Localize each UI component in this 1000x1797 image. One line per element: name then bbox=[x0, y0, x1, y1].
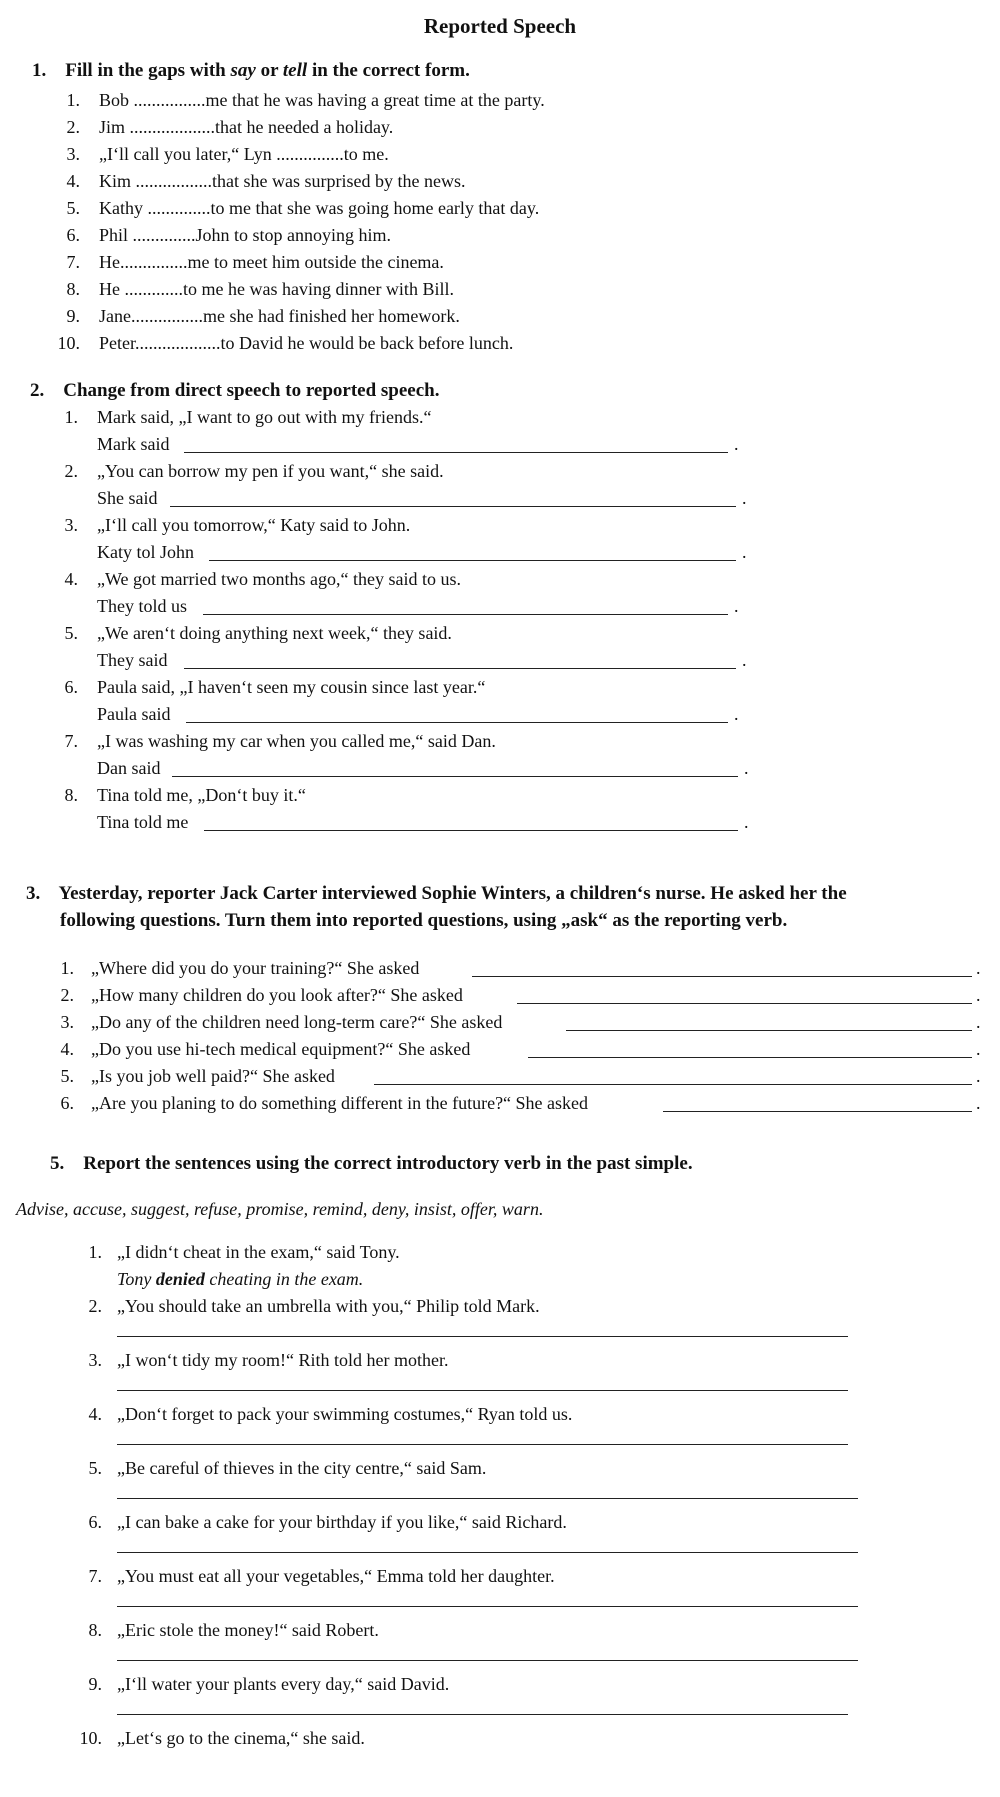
item-number: 8. bbox=[66, 279, 80, 299]
question-text: „Is you job well paid?“ She asked bbox=[91, 1066, 335, 1086]
section-number: 2. bbox=[30, 380, 45, 401]
answer-line[interactable] bbox=[186, 722, 728, 723]
item-number: 3. bbox=[88, 1350, 102, 1370]
answer-prompt: They told us bbox=[97, 596, 187, 616]
answer-line[interactable] bbox=[184, 452, 728, 453]
answer-line[interactable] bbox=[184, 668, 736, 669]
heading-text-end: in the correct form. bbox=[307, 60, 470, 81]
section-2-heading bbox=[30, 380, 440, 402]
answer-period: . bbox=[742, 650, 747, 670]
answer-line[interactable] bbox=[117, 1552, 858, 1553]
answer-prompt: Tina told me bbox=[97, 812, 189, 832]
worksheet-title: Reported Speech bbox=[423, 14, 577, 38]
answer-period: . bbox=[976, 958, 981, 978]
answer-period: . bbox=[734, 596, 739, 616]
sentence-text: „I‘ll water your plants every day,“ said David. bbox=[117, 1674, 450, 1694]
direct-speech-sentence: „We got married two months ago,“ they said to us. bbox=[97, 569, 461, 589]
answer-period: . bbox=[734, 434, 739, 454]
answer-line[interactable] bbox=[170, 506, 736, 507]
sentence-text: „You should take an umbrella with you,“ Philip told Mark. bbox=[117, 1296, 540, 1316]
answer-line[interactable] bbox=[117, 1714, 848, 1715]
verb-list: Advise, accuse, suggest, refuse, promise, remind, deny, insist, offer, warn. bbox=[16, 1199, 544, 1219]
answer-line[interactable] bbox=[172, 776, 738, 777]
answer-prompt: Mark said bbox=[97, 434, 170, 454]
item-number: 2. bbox=[66, 117, 80, 137]
item-number: 3. bbox=[60, 1012, 74, 1032]
item-number: 4. bbox=[66, 171, 80, 191]
answer-prompt: Paula said bbox=[97, 704, 171, 724]
heading-text: Change from direct speech to reported speech. bbox=[63, 380, 440, 401]
sentence-text: „Don‘t forget to pack your swimming costumes,“ Ryan told us. bbox=[117, 1404, 573, 1424]
item-number: 1. bbox=[88, 1242, 102, 1262]
heading-text: Fill in the gaps with bbox=[65, 60, 231, 81]
item-number: 9. bbox=[66, 306, 80, 326]
sentence-text: „I didn‘t cheat in the exam,“ said Tony. bbox=[117, 1242, 400, 1262]
gap-fill-item[interactable]: Jane................me she had finished her homework. bbox=[99, 306, 460, 326]
gap-fill-item[interactable]: He...............me to meet him outside the cinema. bbox=[99, 252, 444, 272]
item-number: 4. bbox=[64, 569, 78, 589]
item-number: 6. bbox=[66, 225, 80, 245]
item-number: 5. bbox=[66, 198, 80, 218]
answer-line[interactable] bbox=[209, 560, 736, 561]
example-text: Tony bbox=[117, 1269, 156, 1289]
answer-period: . bbox=[976, 1039, 981, 1059]
item-number: 2. bbox=[88, 1296, 102, 1316]
item-number: 5. bbox=[88, 1458, 102, 1478]
example-verb: denied bbox=[155, 1269, 205, 1289]
sentence-text: „Be careful of thieves in the city centre,“ said Sam. bbox=[117, 1458, 487, 1478]
item-number: 1. bbox=[64, 407, 78, 427]
item-number: 3. bbox=[64, 515, 78, 535]
answer-period: . bbox=[742, 542, 747, 562]
item-number: 4. bbox=[88, 1404, 102, 1424]
answer-line[interactable] bbox=[472, 976, 972, 977]
sentence-text: „Eric stole the money!“ said Robert. bbox=[117, 1620, 379, 1640]
item-number: 7. bbox=[88, 1566, 102, 1586]
answer-prompt: She said bbox=[97, 488, 158, 508]
question-text: „Do any of the children need long-term care?“ She asked bbox=[91, 1012, 503, 1032]
answer-period: . bbox=[734, 704, 739, 724]
section-1-heading bbox=[32, 60, 470, 82]
direct-speech-sentence: „You can borrow my pen if you want,“ she said. bbox=[97, 461, 444, 481]
item-number: 6. bbox=[88, 1512, 102, 1532]
answer-line[interactable] bbox=[204, 830, 738, 831]
question-text: „Are you planing to do something different in the future?“ She asked bbox=[91, 1093, 589, 1113]
direct-speech-sentence: Tina told me, „Don‘t buy it.“ bbox=[97, 785, 306, 805]
heading-text-or: or bbox=[255, 60, 283, 81]
item-number: 2. bbox=[64, 461, 78, 481]
sentence-text: „I won‘t tidy my room!“ Rith told her mother. bbox=[117, 1350, 449, 1370]
item-number: 2. bbox=[60, 985, 74, 1005]
answer-line[interactable] bbox=[663, 1111, 972, 1112]
item-number: 5. bbox=[60, 1066, 74, 1086]
direct-speech-sentence: „We aren‘t doing anything next week,“ they said. bbox=[97, 623, 452, 643]
answer-period: . bbox=[976, 985, 981, 1005]
question-text: „How many children do you look after?“ She asked bbox=[91, 985, 463, 1005]
answer-line[interactable] bbox=[203, 614, 728, 615]
item-number: 3. bbox=[66, 144, 80, 164]
direct-speech-sentence: Paula said, „I haven‘t seen my cousin since last year.“ bbox=[97, 677, 486, 697]
section-3-heading-line-2: following questions. Turn them into reported questions, using „ask“ as the reporting verb. bbox=[60, 910, 788, 931]
section-5-heading bbox=[50, 1153, 693, 1175]
item-number: 5. bbox=[64, 623, 78, 643]
item-number: 6. bbox=[60, 1093, 74, 1113]
item-number: 10. bbox=[57, 333, 80, 353]
gap-fill-item[interactable]: Jim ...................that he needed a holiday. bbox=[99, 117, 394, 137]
answer-period: . bbox=[976, 1093, 981, 1113]
section-number: 3. bbox=[26, 883, 41, 904]
answer-line[interactable] bbox=[374, 1084, 972, 1085]
sentence-text: „I can bake a cake for your birthday if you like,“ said Richard. bbox=[117, 1512, 567, 1532]
gap-fill-item[interactable]: Bob ................me that he was having a great time at the party. bbox=[99, 90, 545, 110]
direct-speech-sentence: Mark said, „I want to go out with my friends.“ bbox=[97, 407, 432, 427]
answer-prompt: They said bbox=[97, 650, 168, 670]
answer-period: . bbox=[976, 1066, 981, 1086]
gap-fill-item[interactable]: „I‘ll call you later,“ Lyn ...............to me. bbox=[99, 144, 389, 164]
heading-word-say: say bbox=[230, 60, 256, 81]
answer-line[interactable] bbox=[117, 1336, 848, 1337]
answer-line[interactable] bbox=[117, 1444, 848, 1445]
item-number: 6. bbox=[64, 677, 78, 697]
answer-line[interactable] bbox=[117, 1606, 858, 1607]
heading-text: Report the sentences using the correct introductory verb in the past simple. bbox=[83, 1153, 693, 1174]
gap-fill-item[interactable]: Peter...................to David he would be back before lunch. bbox=[99, 333, 514, 353]
answer-line[interactable] bbox=[566, 1030, 972, 1031]
item-number: 9. bbox=[88, 1674, 102, 1694]
example-text-end: cheating in the exam. bbox=[204, 1269, 364, 1289]
heading-word-tell: tell bbox=[282, 60, 308, 81]
gap-fill-item[interactable]: Kim .................that she was surprised by the news. bbox=[99, 171, 466, 191]
answer-line[interactable] bbox=[528, 1057, 972, 1058]
item-number: 7. bbox=[64, 731, 78, 751]
item-number: 1. bbox=[60, 958, 74, 978]
item-number: 8. bbox=[64, 785, 78, 805]
answer-period: . bbox=[742, 488, 747, 508]
answer-period: . bbox=[976, 1012, 981, 1032]
answer-line[interactable] bbox=[517, 1003, 972, 1004]
question-text: „Where did you do your training?“ She asked bbox=[91, 958, 420, 978]
answer-line[interactable] bbox=[117, 1498, 858, 1499]
item-number: 8. bbox=[88, 1620, 102, 1640]
answer-period: . bbox=[744, 812, 749, 832]
answer-line[interactable] bbox=[117, 1390, 848, 1391]
section-3-heading-line-1 bbox=[26, 883, 847, 905]
example-answer bbox=[117, 1268, 363, 1290]
item-number: 7. bbox=[66, 252, 80, 272]
answer-line[interactable] bbox=[117, 1660, 858, 1661]
gap-fill-item[interactable]: Kathy ..............to me that she was going home early that day. bbox=[99, 198, 540, 218]
section-number: 1. bbox=[32, 60, 47, 81]
sentence-text: „You must eat all your vegetables,“ Emma told her daughter. bbox=[117, 1566, 555, 1586]
answer-period: . bbox=[744, 758, 749, 778]
question-text: „Do you use hi-tech medical equipment?“ She asked bbox=[91, 1039, 471, 1059]
gap-fill-item[interactable]: Phil ..............John to stop annoying him. bbox=[99, 225, 392, 245]
heading-text: Yesterday, reporter Jack Carter interviewed Sophie Winters, a children‘s nurse. He asked her the bbox=[58, 883, 847, 904]
gap-fill-item[interactable]: He .............to me he was having dinner with Bill. bbox=[99, 279, 454, 299]
answer-prompt: Dan said bbox=[97, 758, 161, 778]
item-number: 4. bbox=[60, 1039, 74, 1059]
section-number: 5. bbox=[50, 1153, 65, 1174]
answer-prompt: Katy tol John bbox=[97, 542, 194, 562]
item-number: 1. bbox=[66, 90, 80, 110]
sentence-text: „Let‘s go to the cinema,“ she said. bbox=[117, 1728, 365, 1748]
item-number: 10. bbox=[79, 1728, 102, 1748]
direct-speech-sentence: „I‘ll call you tomorrow,“ Katy said to John. bbox=[97, 515, 411, 535]
direct-speech-sentence: „I was washing my car when you called me,“ said Dan. bbox=[97, 731, 496, 751]
